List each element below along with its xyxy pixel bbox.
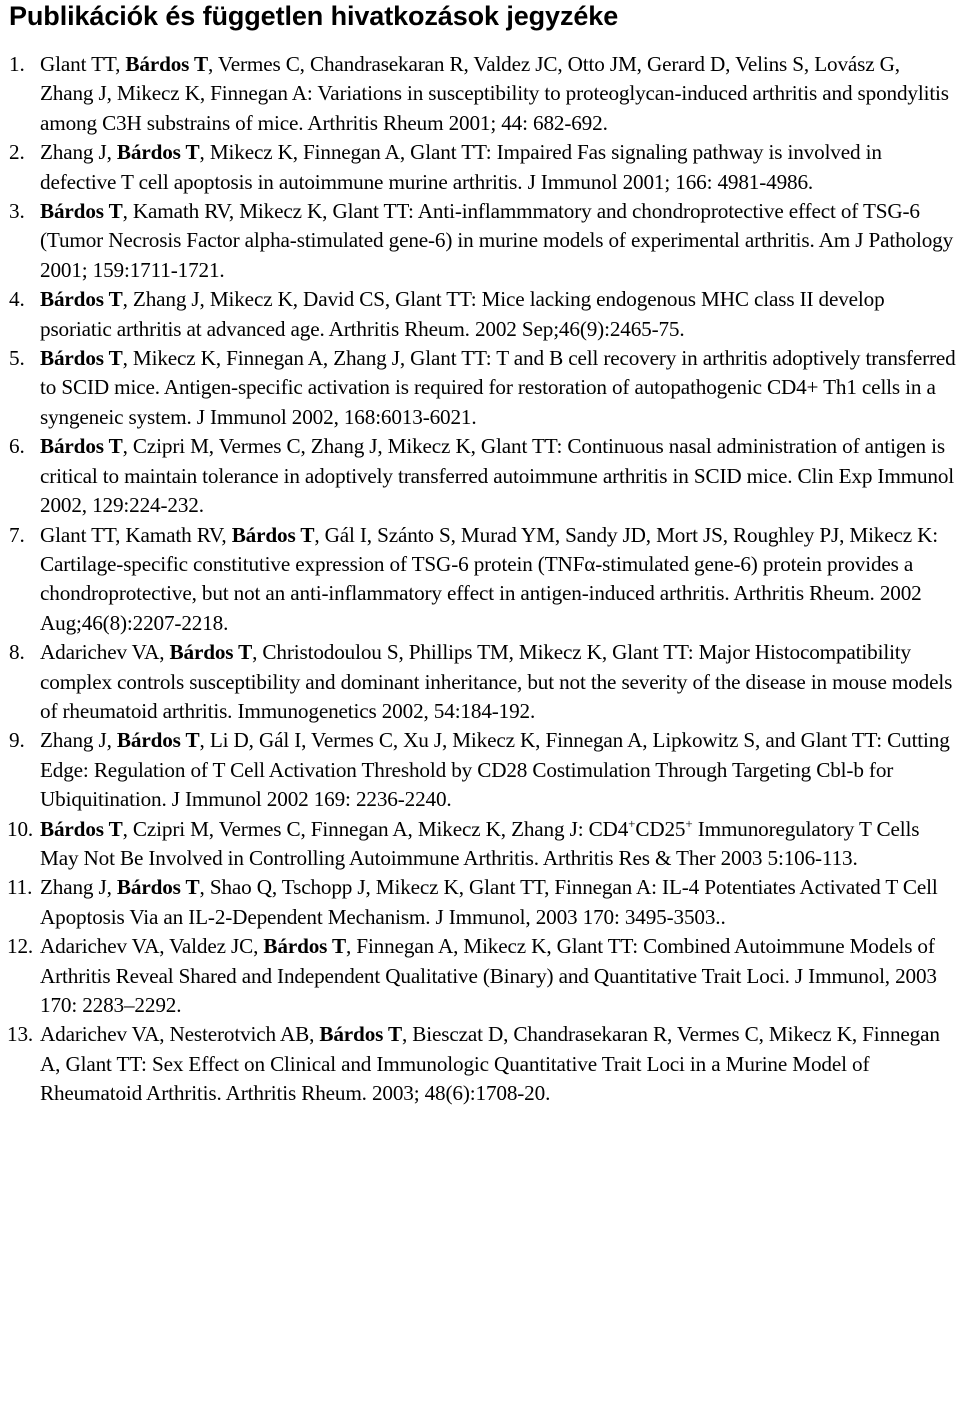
list-item <box>9 815 956 874</box>
reference-number: 8. <box>9 640 25 665</box>
reference-text: , Czipri M, Vermes C, Finnegan A, Mikecz K, Zhang J: CD4 <box>122 816 629 841</box>
list-item <box>9 873 956 932</box>
reference-authors-before: Adarichev VA, <box>40 640 170 665</box>
highlighted-author: Bárdos T <box>319 1022 402 1047</box>
highlighted-author: Bárdos T <box>40 816 123 841</box>
list-item <box>9 1020 956 1108</box>
reference-text: , Shao Q, Tschopp J, Mikecz K, Glant TT, Finnegan A: IL-4 Potentiates Activated T Cell Apoptosis Via an IL-2-Dependent Mechanism. J Immunol, 2003 170: 3495-3503.. <box>40 875 938 929</box>
list-item <box>9 521 956 639</box>
reference-text: , Kamath RV, Mikecz K, Glant TT: Anti-inflammmatory and chondroprotective effect of TSG-6 (Tumor Necrosis Factor alpha-stimulated gene-6) in murine models of experimental arthritis. Am J Pathology 2001; 159:1711-1721. <box>40 199 954 282</box>
list-item <box>9 638 956 726</box>
highlighted-author: Bárdos T <box>40 199 123 224</box>
reference-text-end: Immunoregulatory T Cells May Not Be Involved in Controlling Autoimmune Arthritis. Arthritis Res & Ther 2003 5:106-113. <box>40 816 920 870</box>
reference-number: 11. <box>7 875 33 900</box>
list-item <box>9 932 956 1020</box>
reference-number: 6. <box>9 434 25 459</box>
reference-text: , Li D, Gál I, Vermes C, Xu J, Mikecz K, Finnegan A, Lipkowitz S, and Glant TT: Cutting Edge: Regulation of T Cell Activation Threshold by CD28 Costimulation Through Targeting Cbl-b for Ubiquitination. J Immunol 2002 169: 2236-2240. <box>40 728 950 812</box>
reference-authors-before: Zhang J, <box>40 728 117 753</box>
reference-number: 9. <box>9 728 25 753</box>
highlighted-author: Bárdos T <box>116 728 200 753</box>
list-item <box>9 138 956 197</box>
reference-authors-before: Glant TT, <box>40 52 126 76</box>
highlighted-author: Bárdos T <box>116 875 200 900</box>
list-item <box>9 197 956 285</box>
reference-text: , Mikecz K, Finnegan A, Glant TT: Impaired Fas signaling pathway is involved in defective T cell apoptosis in autoimmune murine arthritis. J Immunol 2001; 166: 4981-4986. <box>40 140 882 194</box>
reference-authors-before: Zhang J, <box>40 140 117 165</box>
reference-list <box>9 50 956 1109</box>
reference-number: 10. <box>7 816 34 841</box>
reference-text: , Biesczat D, Chandrasekaran R, Vermes C, Mikecz K, Finnegan A, Glant TT: Sex Effect on Clinical and Immunologic Quantitative Trait Loci in a Murine Model of Rheumatoid Arthritis. Arthritis Rheum. 2003; 48(6):1708-20. <box>40 1022 940 1106</box>
highlighted-author: Bárdos T <box>40 346 123 371</box>
reference-authors-before: Zhang J, <box>40 875 117 900</box>
reference-authors-before: Adarichev VA, Valdez JC, <box>40 934 264 959</box>
reference-number: 12. <box>7 934 34 959</box>
reference-number: 5. <box>9 346 25 371</box>
reference-number: 7. <box>9 522 25 547</box>
list-item <box>9 726 956 814</box>
reference-number: 1. <box>9 52 25 76</box>
reference-text: , Czipri M, Vermes C, Zhang J, Mikecz K, Glant TT: Continuous nasal administration of antigen is critical to maintain tolerance in adoptively transferred autoimmune arthritis in SCID mice. Clin Exp Immunol 2002, 129:224-232. <box>40 434 955 518</box>
reference-text: , Vermes C, Chandrasekaran R, Valdez JC, Otto JM, Gerard D, Velins S, Lovász G, Zhang J, Mikecz K, Finnegan A: Variations in susceptibility to proteoglycan-induced arthritis and spondylitis among C3H substrains of mice. Arthritis Rheum 2001; 44: 682-692. <box>40 52 949 135</box>
reference-number: 2. <box>9 140 25 165</box>
highlighted-author: Bárdos T <box>40 434 123 459</box>
reference-number: 3. <box>9 199 25 224</box>
highlighted-author: Bárdos T <box>263 934 347 959</box>
list-item <box>9 285 956 344</box>
highlighted-author: Bárdos T <box>125 52 208 76</box>
highlighted-author: Bárdos T <box>169 640 253 665</box>
reference-number: 13. <box>7 1022 34 1047</box>
superscript-plus: + <box>628 815 636 831</box>
superscript-plus: + <box>685 815 693 831</box>
reference-text-mid: CD25 <box>635 816 686 841</box>
list-item <box>9 344 956 432</box>
reference-authors-before: Adarichev VA, Nesterotvich AB, <box>40 1022 320 1047</box>
reference-text: , Gál I, Szánto S, Murad YM, Sandy JD, Mort JS, Roughley PJ, Mikecz K: Cartilage-specific constitutive expression of TSG-6 protein (TNFα-stimulated gene-6) protein provides a chondroprotective, but not an anti-inflammatory effect in antigen-induced arthritis. Arthritis Rheum. 2002 Aug;46(8):2207-2218. <box>40 522 939 635</box>
list-item <box>9 432 956 520</box>
reference-text: , Zhang J, Mikecz K, David CS, Glant TT: Mice lacking endogenous MHC class II develop psoriatic arthritis at advanced age. Arthritis Rheum. 2002 Sep;46(9):2465-75. <box>40 287 885 341</box>
reference-number: 4. <box>9 287 25 312</box>
list-item <box>9 50 956 138</box>
page-title: Publikációk és független hivatkozások jegyzéke <box>9 1 619 31</box>
reference-text: , Christodoulou S, Phillips TM, Mikecz K, Glant TT: Major Histocompatibility complex controls susceptibility and dominant inheritance, but not the severity of the disease in mouse models of rheumatoid arthritis. Immunogenetics 2002, 54:184-192. <box>40 640 953 723</box>
highlighted-author: Bárdos T <box>40 287 123 312</box>
highlighted-author: Bárdos T <box>231 522 315 547</box>
reference-authors-before: Glant TT, Kamath RV, <box>40 522 232 547</box>
reference-text: , Mikecz K, Finnegan A, Zhang J, Glant TT: T and B cell recovery in arthritis adoptively transferred to SCID mice. Antigen-specific activation is required for restoration of autopathogenic CD4+ Th1 cells in a syngeneic system. J Immunol 2002, 168:6013-6021. <box>40 346 956 429</box>
highlighted-author: Bárdos T <box>116 140 200 165</box>
reference-text: , Finnegan A, Mikecz K, Glant TT: Combined Autoimmune Models of Arthritis Reveal Shared and Independent Qualitative (Binary) and Quantitative Trait Loci. J Immunol, 2003 170: 2283–2292. <box>40 934 937 1017</box>
